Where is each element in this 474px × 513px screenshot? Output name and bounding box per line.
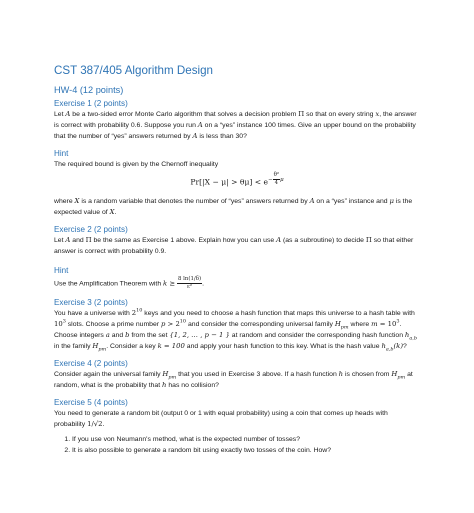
hint-1-explanation: where X is a random variable that denotes the number of “yes” answers returned by A on a “yes” instance and μ is the expected value of X. xyxy=(54,196,413,216)
exercise-2-text: Let A and Π be the same as Exercise 1 above. Explain how you can use A (as a subroutine) to decide Π so that either answer is correct with probability 0.9. xyxy=(54,235,414,255)
exercise-5-question-1: 1. If you use von Neumann's method, what is the expected number of tosses? xyxy=(72,434,420,445)
exercise-2-heading: Exercise 2 (2 points) xyxy=(54,224,128,234)
hint-1-heading: Hint xyxy=(54,149,69,158)
exercise-5-heading: Exercise 5 (4 points) xyxy=(54,397,128,407)
exercise-1-text: Let A be a two-sided error Monte Carlo algorithm that solves a decision problem Π so that on every string x, the answer is correct with probability 0.6. Suppose you run A on a “yes” instance 100 times. Give an upper bound on the probability that the number of “yes” answers returned by A is less than 30? xyxy=(54,110,417,140)
document-title: CST 387/405 Algorithm Design xyxy=(54,64,213,77)
hint-2-heading: Hint xyxy=(54,265,69,275)
exercise-4-text: Consider again the universal family $H_{pm}$ that you used in Exercise 3 above. If a hash function h is chosen from $H_{pm}$ at random, what is the probability that h has no collision? xyxy=(54,369,413,389)
exercise-5-question-2: 2. It is also possible to generate a random bit using exactly two tosses of the coin. How? xyxy=(72,445,420,456)
document-subtitle: HW-4 (12 points) xyxy=(54,85,124,95)
exercise-3-text: You have a universe with $2^{10}$ keys and you need to choose a hash function that maps this universe to a hash table with $10^3$ slots. Choose a prime number $p > 2^{10}$ and consider the corresponding universal family $H_{pm}$ where $m = 10^3$. Choose integers a and b from the set {1, 2, … , p − 1 } at random and consider the corresponding hash function $h_{a,b}$ in the family $H_{pm}$. Consider a key k = 100 and apply your hash function to this key. What is the hash value $h_{a,b}(k)$? xyxy=(54,307,417,352)
hint-1-intro: The required bound is given by the Chernoff inequality xyxy=(54,161,219,168)
exercise-3-heading: Exercise 3 (2 points) xyxy=(54,297,128,307)
exponent-fraction: $\frac{\text{θ²}}{4}$ xyxy=(273,172,280,186)
chernoff-formula: $Pr[|X - \mu| > \theta\mu] < e^{- \frac{\text{θ²}}{4} \mu}$ xyxy=(190,172,284,187)
exercise-4-heading: Exercise 4 (2 points) xyxy=(54,358,128,368)
hint-2-text: Use the Amplification Theorem with k ≥ $\frac{8 \ln(1/\delta)}{\text{ε²}}$ . xyxy=(54,275,204,290)
exercise-1-heading: Exercise 1 (2 points) xyxy=(54,99,128,108)
exercise-5-questions xyxy=(54,434,420,456)
exercise-5-text: You need to generate a random bit (output 0 or 1 with equal probability) using a coin that comes up heads with probability 1/√2. xyxy=(54,409,388,428)
amplification-fraction: $\frac{8 \ln(1/\delta)}{\text{ε²}}$ xyxy=(178,275,202,290)
document-body xyxy=(54,64,420,456)
